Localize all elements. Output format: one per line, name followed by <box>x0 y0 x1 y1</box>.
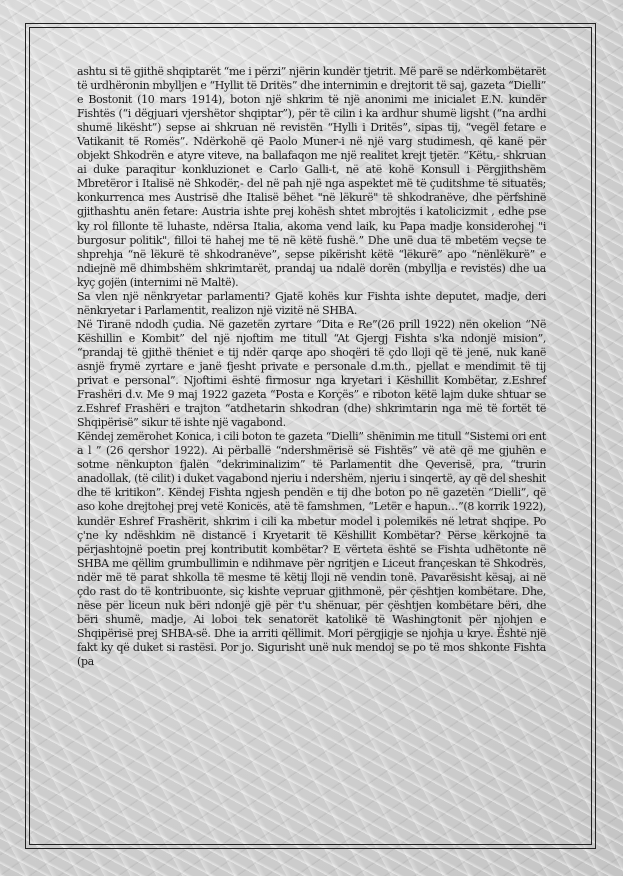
paragraph-parliament-vice-chair: Sa vlen një nënkryetar parlamenti? Gjatë kohës kur Fishta ishte deputet, madje, deri nënkryetar i Parlamentit, realizon një vizitë në SHBA. <box>77 289 546 317</box>
document-body <box>77 65 546 669</box>
paragraph-dita-e-re-notice: Në Tiranë ndodh çudia. Në gazetën zyrtare “Dita e Re”(26 prill 1922) nën okelion “Në Këshillin e Kombit” del një njoftim me titull “At Gjergj Fishta s'ka ndonjë mision”, “prandaj të gjithë thëniet e tij ndër qarqe apo shoqëri të çdo lloji që të jenë, nuk kanë asnjë frymë zyrtare e janë fjesht private e personale d.m.th., pjellat e mendimit të tij privat e personal”. Njoftimi është firmosur nga kryetari i Këshillit Kombëtar, z.Eshref Frashëri d.v. Me 9 maj 1922 gazeta “Posta e Korçës” e riboton këtë lajm duke shtuar se z.Eshref Frashëri e trajton “atdhetarin shkodran (dhe) shkrimtarin nga më të fortët të Shqipërisë” sikur të ishte një vagabond. <box>77 317 546 430</box>
paragraph-fishta-dielli-1914: ashtu si të gjithë shqiptarët “me i përzi” njërin kundër tjetrit. Më parë se ndërkombëtarët të urdhëronin mbylljen e “Hyllit të Dritës” dhe internimin e drejtorit të saj, gazeta “Dielli” e Bostonit (10 mars 1914), boton një shkrim të një anonimi me inicialet E.N. kundër Fishtës (“i dëgjuari vjershëtor shqiptar”), për të cilin i ka ardhur shumë ligsht (“na ardhi shumë likësht”) sepse ai shkruan në revistën “Hylli i Dritës”, sipas tij, “vegël fetare e Vatikanit të Romës”. Ndërkohë që Paolo Muner-i në një varg studimesh, që kanë për objekt Shkodrën e atyre viteve, na ballafaqon me një realitet krejt tjetër. “Këtu,- shkruan ai duke paraqitur konkluzionet e Carlo Galli-t, në atë kohë Konsull i Përgjithshëm Mbretëror i Italisë në Shkodër,- del në pah një nga aspektet më të çuditshme të situatës; konkurrenca mes Austrisë dhe Italisë bëhet "në lëkurë" të shkodranëve, dhe përfshinë gjithashtu anën fetare: Austria ishte prej kohësh shtet mbrojtës i katolicizmit , edhe pse ky rol fillonte të luhaste, ndërsa Italia, akoma vend laik, ku Papa madje konsiderohej "i burgosur politik", filloi të hahej me të në këtë fushë.” Dhe unë dua të mbetëm veçse te shprehja “në lëkurë të shkodranëve”, sepse pikërisht këtë “lëkurë” apo “nënlëkurë” e ndiejnë më dhimbshëm shkrimtarët, prandaj ua ndalë dorën (mbyllja e revistës) dhe ua kyç gojën (internimi në Maltë). <box>77 65 546 289</box>
paragraph-konica-response: Këndej zemërohet Konica, i cili boton te gazeta “Dielli” shënimin me titull “Sistemi ori ent a l ” (26 qershor 1922). Ai përballë “ndershmërisë së Fishtës” vë atë që me gjuhën e sotme nënkupton fjalën “dekriminalizim” të Parlamentit dhe Qeverisë, pra, “trurin anadollak, (të cilit) i duket vagabond njeriu i ndershëm, njeriu i sinqertë, ay që del sheshit dhe të kritikon”. Këndej Fishta ngjesh pendën e tij dhe boton po në gazetën “Dielli”, që aso kohe drejtohej prej vetë Konicës, atë të famshmen, “Letër e hapun…”(8 korrik 1922), kundër Eshref Frashërit, shkrim i cili ka mbetur model i polemikës në letrat shqipe. Po ç'ne ky ndëshkim në distancë i Kryetarit të Këshillit Kombëtar? Përse kërkojnë ta përjashtojnë poetin prej kontributit kombëtar? E vërteta është se Fishta udhëtonte në SHBA me qëllim grumbullimin e ndihmave për ngritjen e Liceut françeskan të Shkodrës, ndër më të parat shkolla të mesme të këtij lloji në vendin tonë. Pavarësisht kësaj, ai në çdo rast do të kontribuonte, siç kishte vepruar gjithmonë, për çështjen kombëtare. Dhe, nëse për liceun nuk bëri ndonjë gjë për t'u shënuar, për çështjen kombëtare bëri, dhe bëri shumë, madje, Ai loboi tek senatorët katolikë të Washingtonit për njohjen e Shqipërisë prej SHBA-së. Dhe ia arriti qëllimit. Mori përgjigje se njohja u krye. Është një fakt ky që duket si rastësi. Por jo. Sigurisht unë nuk mendoj se po të mos shkonte Fishta (pa <box>77 430 546 668</box>
